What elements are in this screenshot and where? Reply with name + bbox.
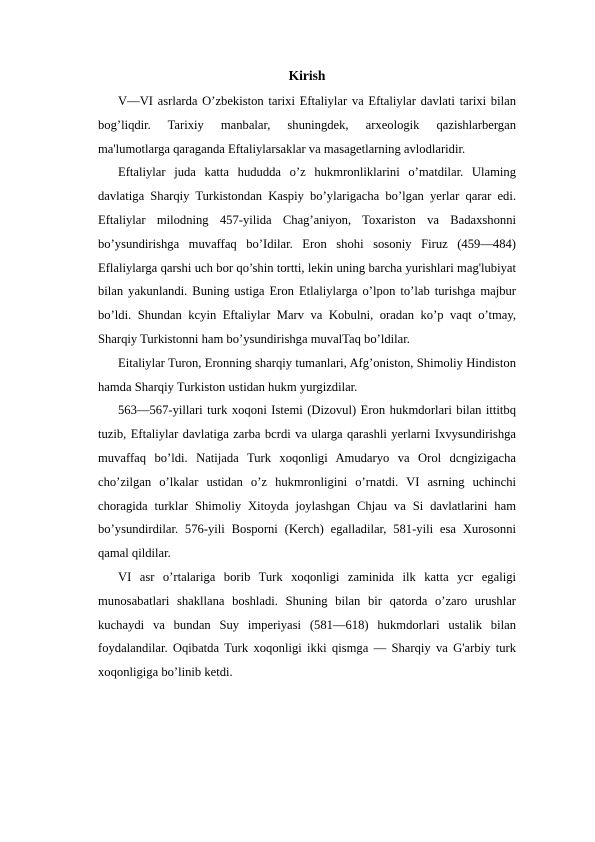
paragraph-3-text: Eitaliylar Turon, Eronning sharqiy tumanlari, Afg’oniston, Shimoliy Hindiston hamda Sharqiy Turkiston ustidan hukm yurgizdilar.	[98, 355, 516, 394]
paragraph-1	[98, 90, 516, 161]
paragraph-3	[98, 352, 516, 400]
paragraph-5	[98, 566, 516, 685]
paragraph-4-text: 563—567-yillari turk xoqoni Istemi (Dizovul) Eron hukmdorlari bilan ittitbq tuzib, Eftaliylar davlatiga zarba bcrdi va ularga qarashli yerlarni Ixvysundirishga muvaffaq bo’ldi. Natijada Turk xoqonligi Amudaryo va Orol dcngizigacha cho’zilgan o’lkalar ustidan o’z hukmronligini o’rnatdi. VI asrning uchinchi choragida turklar Shimoliy Xitoyda joylashgan Chjau va Si davlatlarini ham bo’ysundirdilar. 576-yili Bosporni (Kerch) egalladilar, 581-yili esa Xurosonni qamal qildilar.	[98, 403, 516, 561]
paragraph-4	[98, 399, 516, 566]
document-title: Kirish	[288, 68, 326, 83]
paragraph-2	[98, 161, 516, 351]
paragraph-1-text: V—VI asrlarda O’zbekiston tarixi Eftaliylar va Eftaliylar davlati tarixi bilan bog’liqdir. Tarixiy manbalar, shuningdek, arxeologik qazishlarbergan ma'lumotlarga qaraganda Eftaliylarsaklar va masagetlarning avlodlaridir.	[98, 94, 516, 156]
paragraph-5-text: VI asr o’rtalariga borib Turk xoqonligi zaminida ilk katta ycr egaligi munosabatlari shakllana boshladi. Shuning bilan bir qatorda o’zaro urushlar kuchaydi va bundan Suy imperiyasi (581—618) hukmdorlari ustalik bilan foydalandilar. Oqibatda Turk xoqonligi ikki qismga — Sharqiy va G'arbiy turk xoqonligiga bo’linib ketdi.	[98, 569, 516, 680]
paragraph-2-text: Eftaliylar juda katta hududda o’z hukmronliklarini o’matdilar. Ulaming davlatiga Sharqiy Turkistondan Kaspiy bo’ylarigacha bo’lgan yerlar qarar edi. Eftaliylar milodning 457-yilida Chag’aniyon, Toxariston va Badaxshonni bo’ysundirishga muvaffaq bo’Idilar. Eron shohi sosoniy Firuz (459—484) Eflaliylarga qarshi uch bor qo’shin tortti, lekin uning barcha yurishlari mag'lubiyat bilan yakunlandi. Buning ustiga Eron Etlaliylarga o’lpon to’lab turishga majbur bo’ldi. Shundan kcyin Eftaliylar Marv va Kobulni, oradan ko’p vaqt o’tmay, Sharqiy Turkistonni ham bo’ysundirishga muvalTaq bo’ldilar.	[98, 165, 516, 346]
document-page	[98, 66, 516, 685]
